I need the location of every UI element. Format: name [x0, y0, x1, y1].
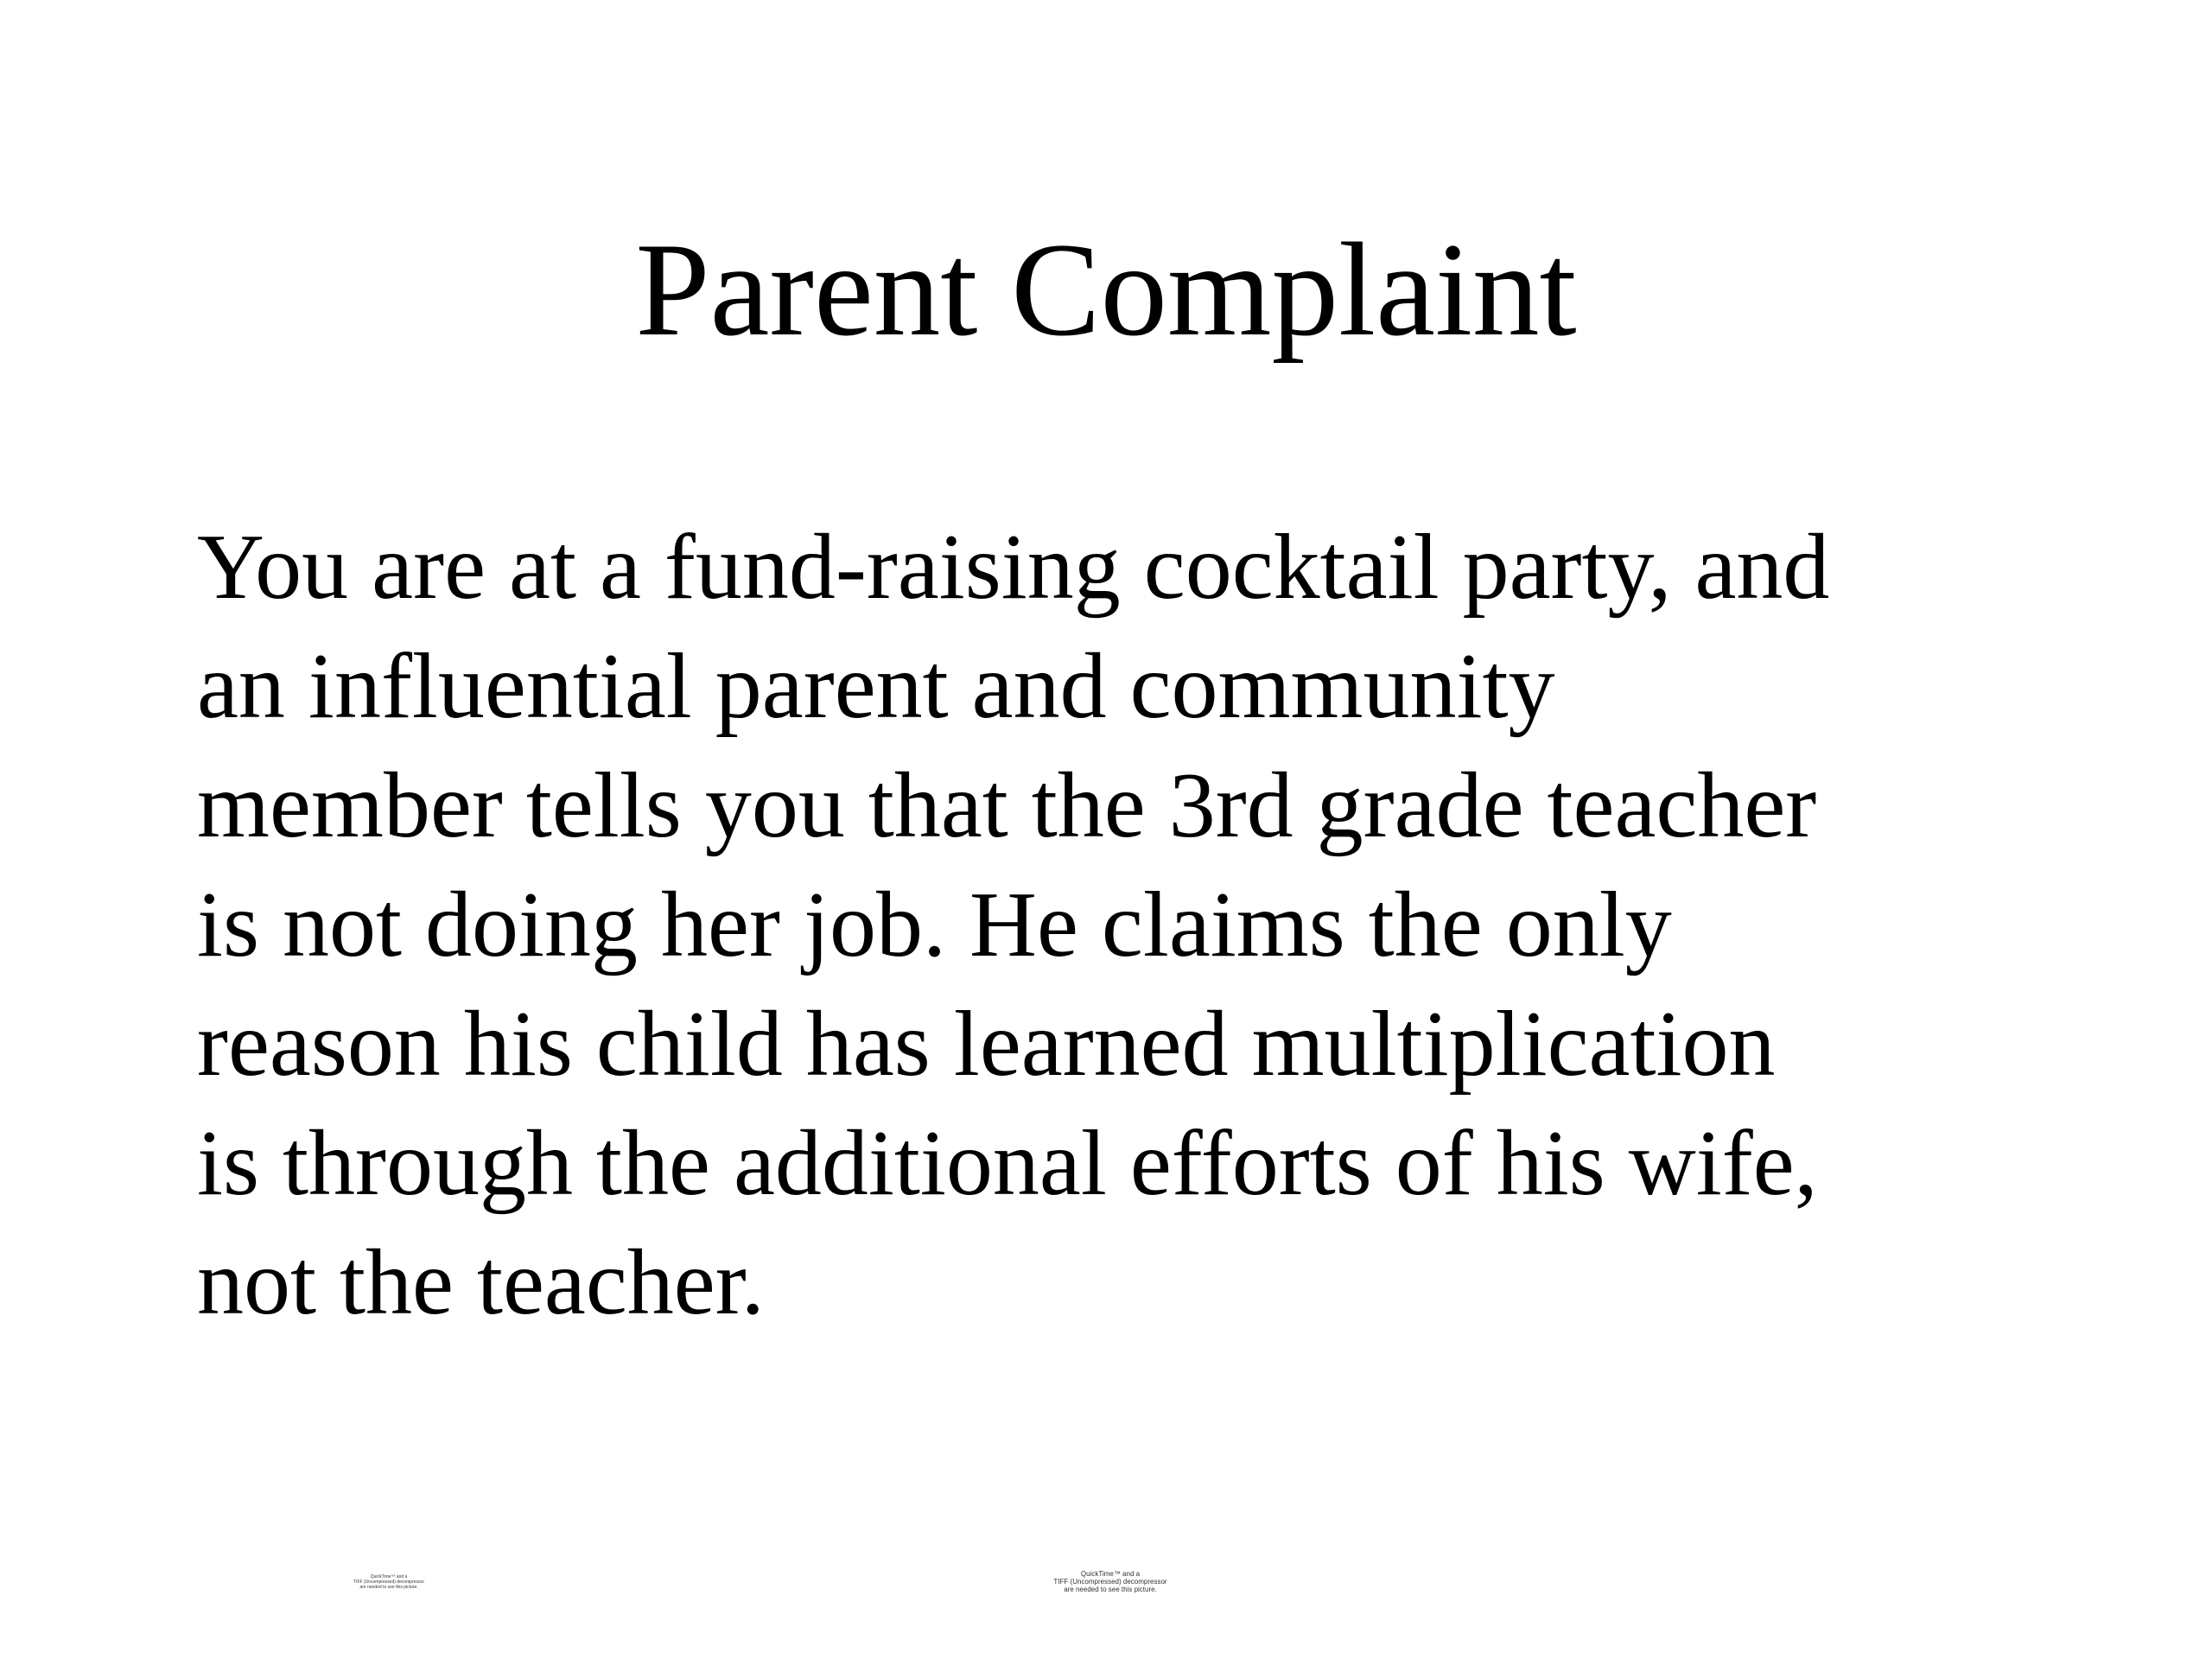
slide-body: [197, 508, 2055, 1343]
body-line: reason his child has learned multiplication: [197, 993, 1776, 1096]
slide-title: Parent Complaint: [635, 215, 1577, 364]
body-line: not the teacher.: [197, 1231, 765, 1334]
placeholder-text: TIFF (Uncompressed) decompressor: [1053, 1578, 1167, 1586]
placeholder-text: QuickTime™ and a: [1080, 1570, 1141, 1578]
body-line: is through the additional efforts of his wife,: [197, 1112, 1818, 1215]
body-paragraph: [197, 508, 2055, 1343]
placeholder-text: QuickTime™ and a: [370, 1574, 408, 1580]
body-line: is not doing her job. He claims the only: [197, 874, 1672, 976]
body-line: member tells you that the 3rd grade teacher: [197, 754, 1817, 857]
placeholder-text: are needed to see this picture.: [1064, 1586, 1157, 1593]
quicktime-placeholder-center: [1024, 1570, 1197, 1593]
placeholder-text: are needed to see this picture.: [359, 1585, 418, 1590]
placeholder-text: TIFF (Uncompressed) decompressor: [353, 1580, 424, 1585]
quicktime-placeholder-left: [341, 1574, 436, 1590]
body-line: an influential parent and community: [197, 635, 1555, 738]
body-line: You are at a fund-raising cocktail party, and: [197, 516, 1830, 619]
